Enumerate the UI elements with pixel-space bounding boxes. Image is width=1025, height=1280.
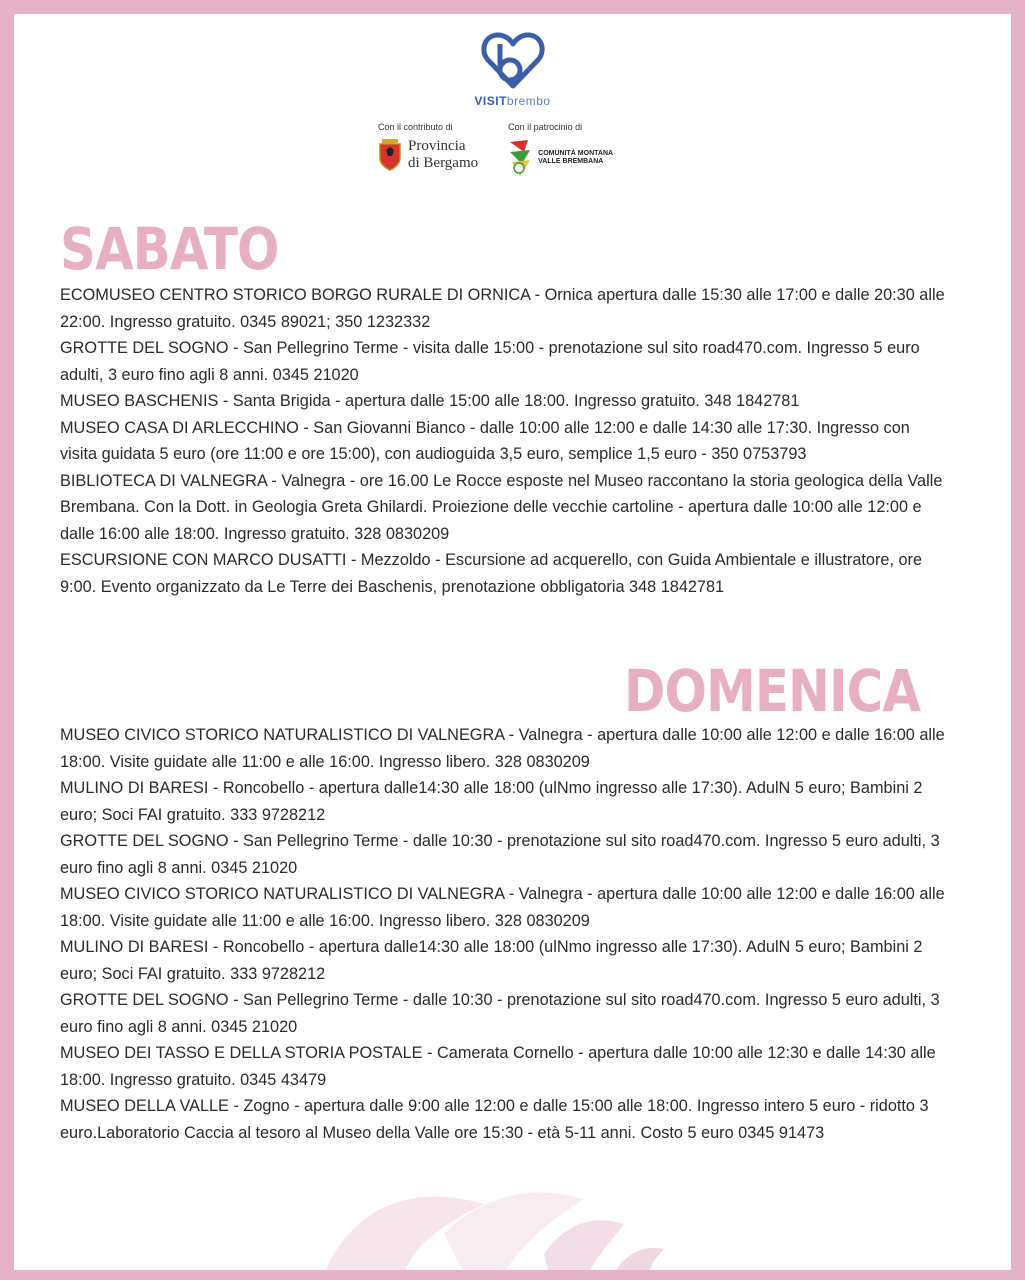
event-details: - Valnegra - apertura dalle 10:00 alle 12:00 e dalle 16:00 alle 18:00. Visite guidate alle 11:00 e alle 16:00. Ingresso libero. 328 0830209	[60, 726, 945, 771]
event-name: BIBLIOTECA DI VALNEGRA	[60, 471, 267, 490]
event-details: - Santa Brigida - apertura dalle 15:00 alle 18:00. Ingresso gratuito. 348 1842781	[218, 392, 800, 410]
event-item	[60, 881, 950, 934]
event-details: - Zogno - apertura dalle 9:00 alle 12:00 e dalle 15:00 alle 18:00. Ingresso intero 5 euro - ridotto 3 euro.Laboratorio Caccia al tesoro al Museo della Valle ore 15:30 - età 5-11 anni. Costo 5 euro 0345 91473	[60, 1097, 929, 1142]
event-details: - San Pellegrino Terme - dalle 10:30 - prenotazione sul sito road470.com. Ingresso 5 euro adulti, 3 euro fino agli 8 anni. 0345 21020	[60, 991, 940, 1036]
event-item	[60, 335, 950, 388]
event-item	[60, 828, 950, 881]
event-item	[60, 1093, 950, 1146]
event-details: - San Pellegrino Terme - visita dalle 15:00 - prenotazione sul sito road470.com. Ingresso 5 euro adulti, 3 euro fino agli 8 anni. 0345 21020	[60, 339, 920, 384]
event-details: - Camerata Cornello - apertura dalle 10:00 alle 12:30 e dalle 14:30 alle 18:00. Ingresso gratuito. 0345 43479	[60, 1044, 936, 1089]
event-details: - Valnegra - ore 16.00 Le Rocce esposte nel Museo raccontano la storia geologica della Valle Brembana. Con la Dott. in Geologia Greta Ghilardi. Proiezione delle vecchie cartoline - apertura dalle 10:00 alle 12:00 e dalle 16:00 alle 18:00. Ingresso gratuito. 328 0830209	[60, 471, 943, 543]
heading-sabato: SABATO	[60, 215, 279, 283]
events-sabato	[60, 282, 950, 600]
event-item	[60, 388, 950, 415]
provincia-line2: di Bergamo	[408, 155, 479, 171]
event-name: MUSEO DELLA VALLE	[60, 1097, 229, 1115]
event-item	[60, 987, 950, 1040]
visitbrembo-logo	[14, 30, 1011, 108]
event-name: MUSEO CIVICO STORICO NATURALISTICO DI VALNEGRA	[60, 885, 505, 903]
event-name: MULINO DI BARESI	[60, 938, 209, 956]
event-item	[60, 722, 950, 775]
event-name: MUSEO CASA DI ARLECCHINO	[60, 418, 299, 437]
sponsor-caption: Con il contributo di	[378, 122, 453, 132]
sponsor-caption: Con il patrocinio di	[508, 122, 583, 132]
sponsor-comunita-montana	[508, 122, 613, 178]
event-item	[60, 547, 950, 600]
floral-decoration-icon	[294, 1164, 774, 1270]
event-details: - Roncobello - apertura dalle14:30 alle 18:00 (ulNmo ingresso alle 17:30). AdulN 5 euro; Bambini 2 euro; Soci FAI gratuito. 333 9728212	[60, 779, 923, 824]
event-details: - San Pellegrino Terme - dalle 10:30 - prenotazione sul sito road470.com. Ingresso 5 euro adulti, 3 euro fino agli 8 anni. 0345 21020	[60, 832, 940, 877]
event-item	[60, 775, 950, 828]
brand-name: VISITbrembo	[474, 94, 551, 108]
heart-logo-icon	[480, 30, 546, 90]
event-name: MUSEO DEI TASSO E DELLA STORIA POSTALE	[60, 1044, 423, 1062]
event-details: - San Giovanni Bianco - dalle 10:00 alle 12:00 e dalle 14:30 alle 17:30. Ingresso con visita guidata 5 euro (ore 11:00 e ore 15:00), con audioguida 3,5 euro, semplice 1,5 euro - 350 0753793	[60, 418, 910, 463]
comunita-line1: COMUNITÀ MONTANA	[538, 150, 614, 157]
event-item	[60, 468, 950, 548]
event-item	[60, 934, 950, 987]
event-name: ESCURSIONE CON MARCO DUSATTI	[60, 551, 347, 569]
event-item	[60, 1040, 950, 1093]
event-name: GROTTE DEL SOGNO	[60, 832, 229, 850]
coat-of-arms-icon	[378, 138, 402, 172]
events-domenica	[60, 722, 950, 1146]
event-name: GROTTE DEL SOGNO	[60, 991, 229, 1009]
event-details: - Valnegra - apertura dalle 10:00 alle 12:00 e dalle 16:00 alle 18:00. Visite guidate alle 11:00 e alle 16:00. Ingresso libero. 328 0830209	[60, 885, 945, 930]
comunita-line2: VALLE BREMBANA	[538, 158, 604, 165]
event-name: GROTTE DEL SOGNO	[60, 339, 229, 357]
event-name: MUSEO BASCHENIS	[60, 392, 219, 410]
event-item	[60, 282, 950, 335]
event-details: - Ornica apertura dalle 15:30 alle 17:00 e dalle 20:30 alle 22:00. Ingresso gratuito. 0345 89021; 350 1232332	[60, 286, 945, 331]
event-details: - Roncobello - apertura dalle14:30 alle 18:00 (ulNmo ingresso alle 17:30). AdulN 5 euro; Bambini 2 euro; Soci FAI gratuito. 333 9728212	[60, 938, 923, 983]
sponsors	[378, 122, 613, 178]
poster-frame	[14, 14, 1011, 1270]
sponsor-provincia	[378, 122, 478, 178]
heading-domenica: DOMENICA	[624, 657, 921, 725]
comunita-montana-emblem-icon	[508, 138, 532, 178]
event-name: ECOMUSEO CENTRO STORICO BORGO RURALE DI ORNICA	[60, 286, 531, 304]
event-name: MULINO DI BARESI	[60, 779, 209, 797]
provincia-line1: Provincia	[408, 138, 466, 154]
event-name: MUSEO CIVICO STORICO NATURALISTICO DI VALNEGRA	[60, 726, 505, 744]
event-item	[60, 415, 950, 468]
event-details: - Mezzoldo - Escursione ad acquerello, con Guida Ambientale e illustratore, ore 9:00. Evento organizzato da Le Terre dei Baschenis, prenotazione obbligatoria 348 1842781	[60, 551, 923, 596]
